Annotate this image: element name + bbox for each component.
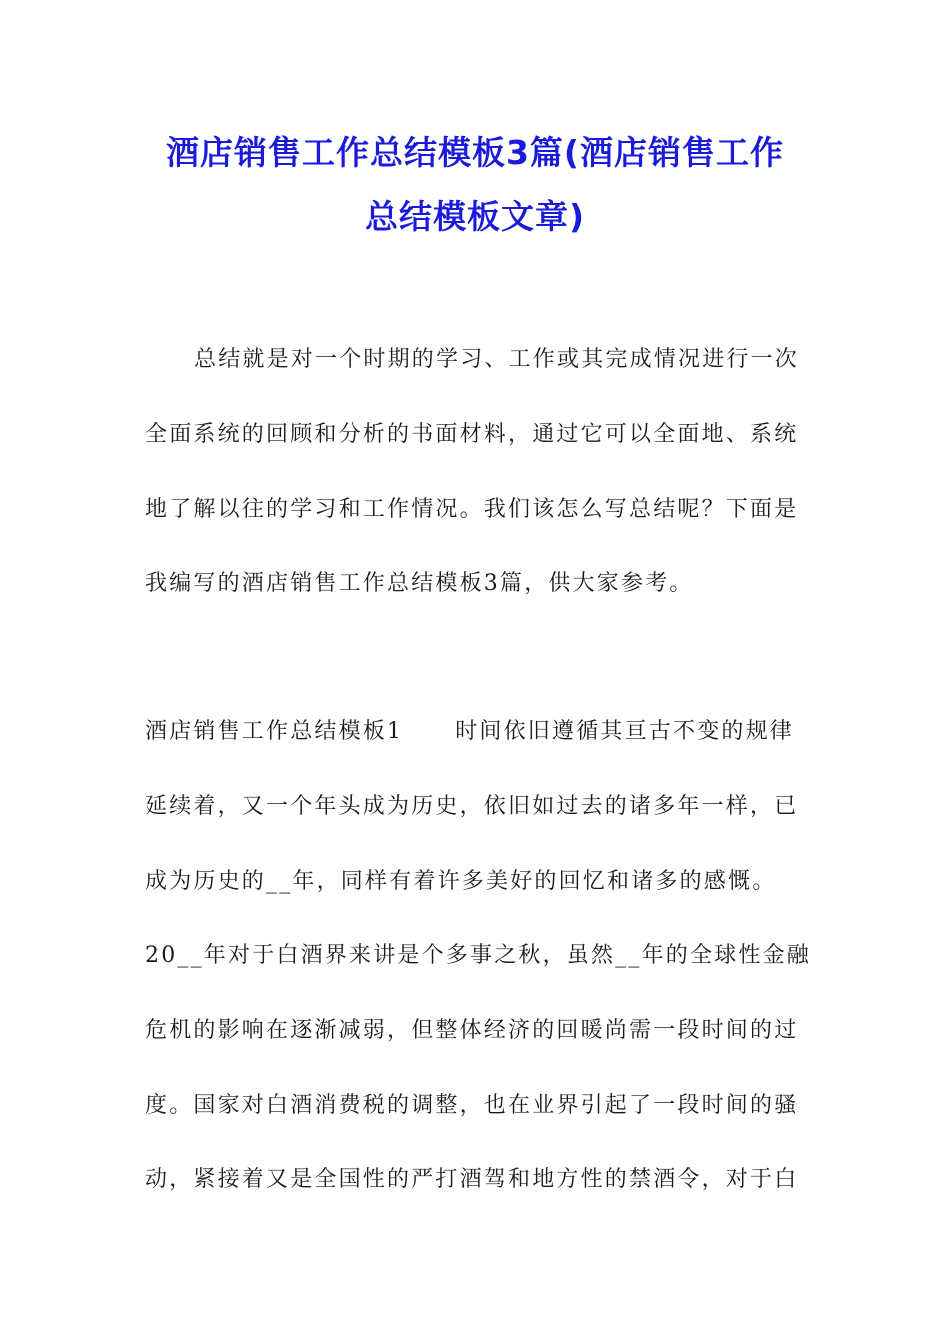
section-1-first-line-text: 时间依旧遵循其亘古不变的规律: [455, 719, 795, 744]
section-1-heading: 酒店销售工作总结模板1: [145, 719, 404, 744]
section-1-line-4: 20__年对于白酒界来讲是个多事之秋，虽然__年的全球性金融: [145, 943, 811, 968]
intro-line-3: 地了解以往的学习和工作情况。我们该怎么写总结呢？下面是: [145, 497, 799, 522]
intro-line-1: 总结就是对一个时期的学习、工作或其完成情况进行一次: [194, 347, 800, 372]
section-1-line-6: 度。国家对白酒消费税的调整，也在业界引起了一段时间的骚: [145, 1093, 799, 1118]
document-title-line-2: 总结模板文章): [364, 197, 586, 236]
section-1-line-3: 成为历史的__年，同样有着许多美好的回忆和诸多的感慨。: [145, 869, 777, 894]
intro-line-4: 我编写的酒店销售工作总结模板3篇，供大家参考。: [145, 571, 694, 596]
document-title-line-1: 酒店销售工作总结模板3篇(酒店销售工作: [165, 133, 785, 172]
section-1-line-5: 危机的影响在逐渐减弱，但整体经济的回暖尚需一段时间的过: [145, 1018, 799, 1043]
intro-line-2: 全面系统的回顾和分析的书面材料，通过它可以全面地、系统: [145, 422, 799, 447]
section-1-first-line: [145, 717, 825, 747]
section-1-line-7: 动，紧接着又是全国性的严打酒驾和地方性的禁酒令，对于白: [145, 1167, 799, 1192]
section-1-line-2: 延续着，又一个年头成为历史，依旧如过去的诸多年一样，已: [145, 794, 799, 819]
